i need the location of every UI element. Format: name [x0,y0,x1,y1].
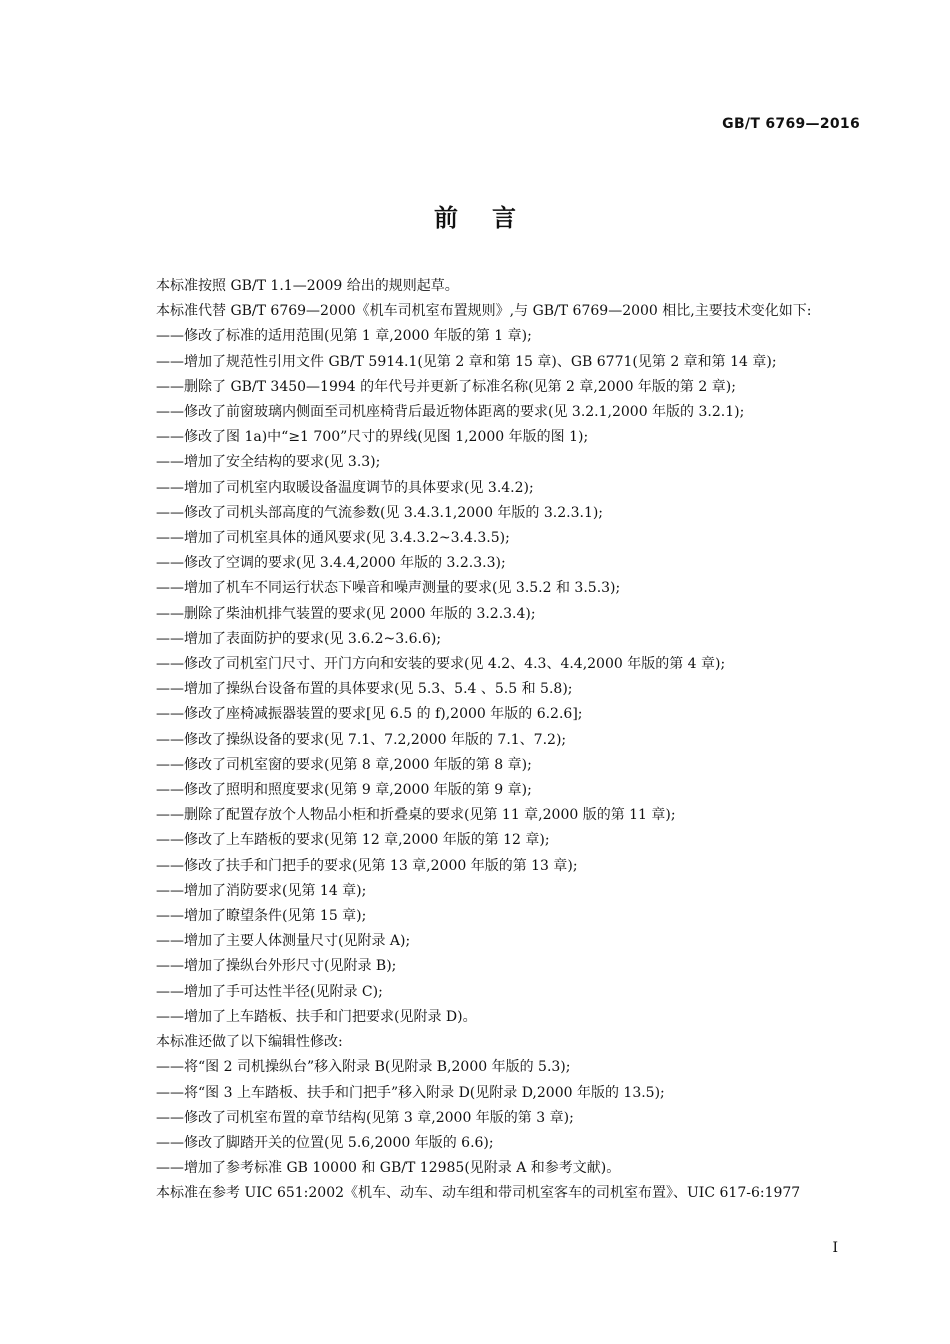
list-item: ——增加了表面防护的要求(见 3.6.2~3.6.6); [156,630,442,647]
list-item: ——增加了司机室具体的通风要求(见 3.4.3.2~3.4.3.5); [156,530,510,547]
list-item: ——增加了操纵台外形尺寸(见附录 B); [156,958,397,975]
list-item: ——增加了司机室内取暖设备温度调节的具体要求(见 3.4.2); [156,479,534,496]
list-item: ——增加了消防要求(见第 14 章); [156,882,367,899]
list-item: ——增加了操纵台设备布置的具体要求(见 5.3、5.4 、5.5 和 5.8); [156,681,573,698]
list-item: ——删除了配置存放个人物品小柜和折叠桌的要求(见第 11 章,2000 版的第 11 章); [156,807,676,824]
editorial-changes-list [122,1055,862,1181]
paragraph-editorial-intro: 本标准还做了以下编辑性修改: [156,1034,343,1051]
document-body [122,274,862,1207]
page-title: 前言 [434,204,550,232]
list-item: ——修改了扶手和门把手的要求(见第 13 章,2000 年版的第 13 章); [156,857,578,874]
list-item: ——增加了规范性引用文件 GB/T 5914.1(见第 2 章和第 15 章)、GB 6771(见第 2 章和第 14 章); [156,353,777,370]
list-item: ——修改了前窗玻璃内侧面至司机座椅背后最近物体距离的要求(见 3.2.1,2000 年版的 3.2.1); [156,404,745,421]
list-item: ——修改了座椅减振器装置的要求[见 6.5 的 f),2000 年版的 6.2.6]; [156,706,583,723]
list-item: ——修改了照明和照度要求(见第 9 章,2000 年版的第 9 章); [156,782,532,799]
list-item: ——删除了 GB/T 3450—1994 的年代号并更新了标准名称(见第 2 章,2000 年版的第 2 章); [156,378,736,395]
list-item: ——修改了操纵设备的要求(见 7.1、7.2,2000 年版的 7.1、7.2); [156,731,567,748]
list-item: ——将“图 3 上车踏板、扶手和门把手”移入附录 D(见附录 D,2000 年版的 13.5); [156,1084,665,1101]
list-item: ——增加了安全结构的要求(见 3.3); [156,454,381,471]
list-item: ——修改了司机室门尺寸、开门方向和安装的要求(见 4.2、4.3、4.4,2000 年版的第 4 章); [156,656,726,673]
list-item: ——将“图 2 司机操纵台”移入附录 B(见附录 B,2000 年版的 5.3); [156,1059,571,1076]
technical-changes-list [122,324,862,1030]
list-item: ——修改了标准的适用范围(见第 1 章,2000 年版的第 1 章); [156,328,532,345]
standard-code-header: GB/T 6769—2016 [722,116,860,132]
list-item: ——修改了司机头部高度的气流参数(见 3.4.3.1,2000 年版的 3.2.3.1); [156,504,604,521]
list-item: ——修改了图 1a)中“≥1 700”尺寸的界线(见图 1,2000 年版的图 1); [156,429,589,446]
list-item: ——增加了瞭望条件(见第 15 章); [156,908,367,925]
list-item: ——增加了主要人体测量尺寸(见附录 A); [156,933,411,950]
list-item: ——增加了手可达性半径(见附录 C); [156,983,383,1000]
list-item: ——增加了上车踏板、扶手和门把要求(见附录 D)。 [156,1008,477,1025]
list-item: ——修改了司机室布置的章节结构(见第 3 章,2000 年版的第 3 章); [156,1109,574,1126]
paragraph-replacement-note: 本标准代替 GB/T 6769—2000《机车司机室布置规则》,与 GB/T 6769—2000 相比,主要技术变化如下: [156,303,812,320]
paragraph-reference-note: 本标准在参考 UIC 651:2002《机车、动车、动车组和带司机室客车的司机室布置》、UIC 617-6:1977 [156,1185,801,1202]
paragraph-drafting-rules: 本标准按照 GB/T 1.1—2009 给出的规则起草。 [156,278,459,294]
list-item: ——修改了脚踏开关的位置(见 5.6,2000 年版的 6.6); [156,1134,494,1151]
list-item: ——修改了上车踏板的要求(见第 12 章,2000 年版的第 12 章); [156,832,550,849]
list-item: ——修改了司机室窗的要求(见第 8 章,2000 年版的第 8 章); [156,756,532,773]
page-number: I [832,1240,838,1256]
list-item: ——增加了机车不同运行状态下噪音和噪声测量的要求(见 3.5.2 和 3.5.3); [156,580,621,597]
list-item: ——删除了柴油机排气装置的要求(见 2000 年版的 3.2.3.4); [156,605,536,622]
list-item: ——增加了参考标准 GB 10000 和 GB/T 12985(见附录 A 和参考文献)。 [156,1160,621,1177]
list-item: ——修改了空调的要求(见 3.4.4,2000 年版的 3.2.3.3); [156,555,506,572]
